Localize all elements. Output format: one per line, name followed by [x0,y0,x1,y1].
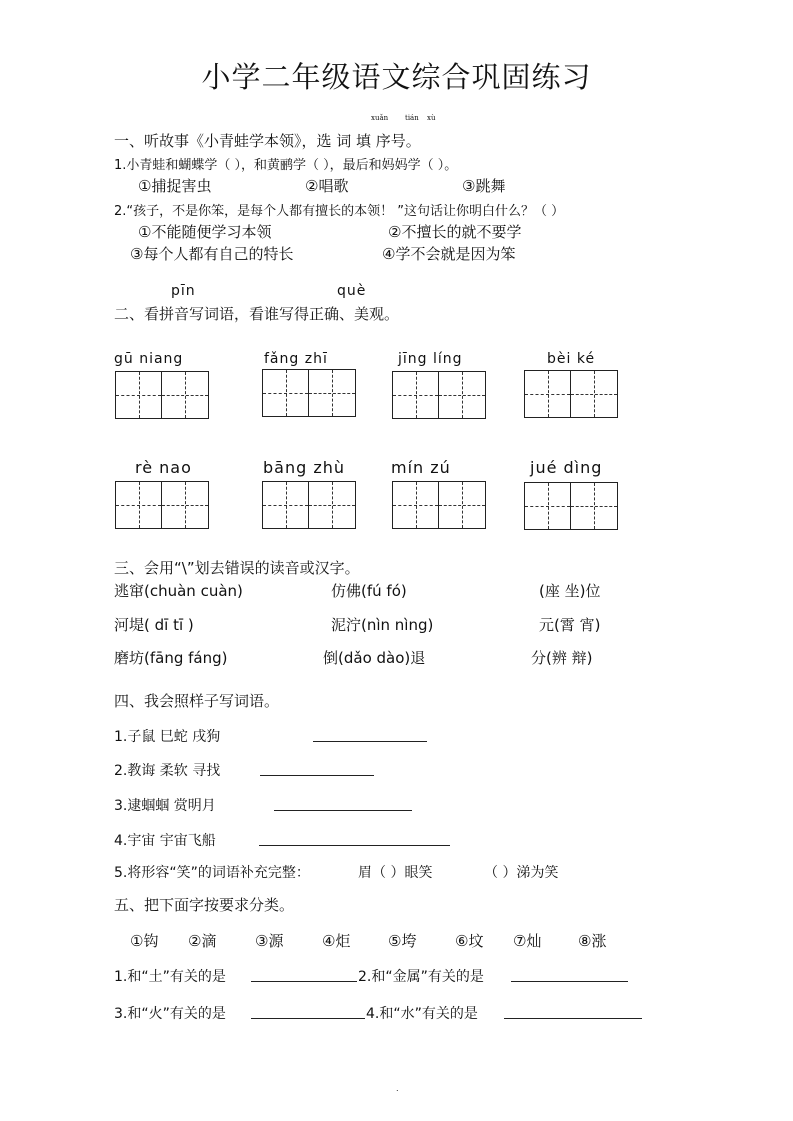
answer-blank[interactable] [260,761,374,776]
section4-heading: 四、我会照样子写词语。 [114,692,280,710]
writing-grid[interactable] [392,371,486,419]
section5-question4: 4.和“水”有关的是 [366,1006,478,1022]
correction-item: 逃窜(chuàn cuàn) [114,582,243,600]
answer-blank[interactable] [274,796,412,811]
section4-question1: 1.子鼠 巳蛇 戌狗 [114,729,221,745]
pinyin-que: què [337,283,367,299]
section2-heading: 二、看拼音写词语，看谁写得正确、美观。 [114,305,400,323]
answer-blank[interactable] [251,1004,365,1019]
q2-option-3: ③每个人都有自己的特长 [130,245,294,263]
page-title: 小学二年级语文综合巩固练习 [201,60,592,94]
section4-question5: 5.将形容“笑”的词语补充完整： [114,865,310,881]
writing-grid[interactable] [524,482,618,530]
writing-grid[interactable] [262,481,356,529]
correction-item: 元(霄 宵) [539,616,601,634]
section5-question2: 2.和“金属”有关的是 [358,969,484,985]
pinyin-pin: pīn [171,283,196,299]
classify-char: ⑤垮 [388,932,417,950]
section4-question4: 4.宇宙 宇宙飞船 [114,833,216,849]
pinyin-word-4: bèi ké [547,351,596,367]
answer-blank[interactable] [251,967,357,982]
section4-question5-blank1: 眉（ ）眼笑 [358,865,433,881]
pinyin-xuan: xuǎn [371,114,389,122]
pinyin-word-3: jīng líng [398,351,463,367]
writing-grid[interactable] [524,370,618,418]
section3-heading: 三、会用“\”划去错误的读音或汉字。 [114,559,360,577]
pinyin-word-1: gū niang [114,351,184,367]
footer-mark: . [396,1084,399,1093]
section4-question3: 3.逮蝈蝈 赏明月 [114,798,216,814]
classify-char: ②滴 [188,932,217,950]
answer-blank[interactable] [511,967,628,982]
classify-char: ⑦灿 [513,932,542,950]
section4-question5-blank2: （ ）涕为笑 [484,865,559,881]
classify-char: ④炬 [322,932,351,950]
classify-char: ⑥坟 [455,932,484,950]
section1-question1: 1.小青蛙和蝴蝶学（ ），和黄鹂学（ ），最后和妈妈学（ ）。 [114,158,458,173]
answer-blank[interactable] [504,1004,642,1019]
answer-blank[interactable] [313,727,427,742]
writing-grid[interactable] [262,369,356,417]
classify-char: ⑧涨 [578,932,607,950]
answer-blank[interactable] [259,831,450,846]
pinyin-word-2: fǎng zhī [264,351,328,367]
pinyin-word-7: mín zú [391,458,451,477]
q2-option-1: ①不能随便学习本领 [138,223,272,241]
classify-char: ①钩 [130,932,159,950]
correction-item: 倒(dǎo dào)退 [323,649,426,667]
writing-grid[interactable] [115,371,209,419]
correction-item: 泥泞(nìn nìng) [331,616,434,634]
pinyin-word-8: jué dìng [530,458,603,477]
section5-question3: 3.和“火”有关的是 [114,1006,226,1022]
correction-item: (座 坐)位 [539,582,601,600]
q2-option-2: ②不擅长的就不要学 [388,223,522,241]
pinyin-xu: xù [427,114,436,122]
correction-item: 磨坊(fāng fáng) [114,649,228,667]
q1-option-3: ③跳舞 [462,177,506,195]
section5-heading: 五、把下面字按要求分类。 [114,896,295,914]
pinyin-tian: tián [405,114,419,122]
correction-item: 河堤( dī tī ) [114,616,194,634]
correction-item: 分(辨 辩) [531,649,593,667]
writing-grid[interactable] [115,481,209,529]
q2-option-4: ④学不会就是因为笨 [382,245,516,263]
pinyin-word-5: rè nao [135,458,192,477]
classify-char: ③源 [255,932,284,950]
q1-option-2: ②唱歌 [305,177,349,195]
section1-heading: 一、听故事《小青蛙学本领》，选 词 填 序号。 [114,132,421,150]
section4-question2: 2.教诲 柔软 寻找 [114,763,221,779]
writing-grid[interactable] [392,481,486,529]
section5-question1: 1.和“土”有关的是 [114,969,226,985]
q1-option-1: ①捕捉害虫 [138,177,212,195]
correction-item: 仿佛(fú fó) [331,582,407,600]
section1-question2: 2.“孩子，不是你笨，是每个人都有擅长的本领！ ”这句话让你明白什么？（ ） [114,204,565,219]
pinyin-word-6: bāng zhù [263,458,346,477]
